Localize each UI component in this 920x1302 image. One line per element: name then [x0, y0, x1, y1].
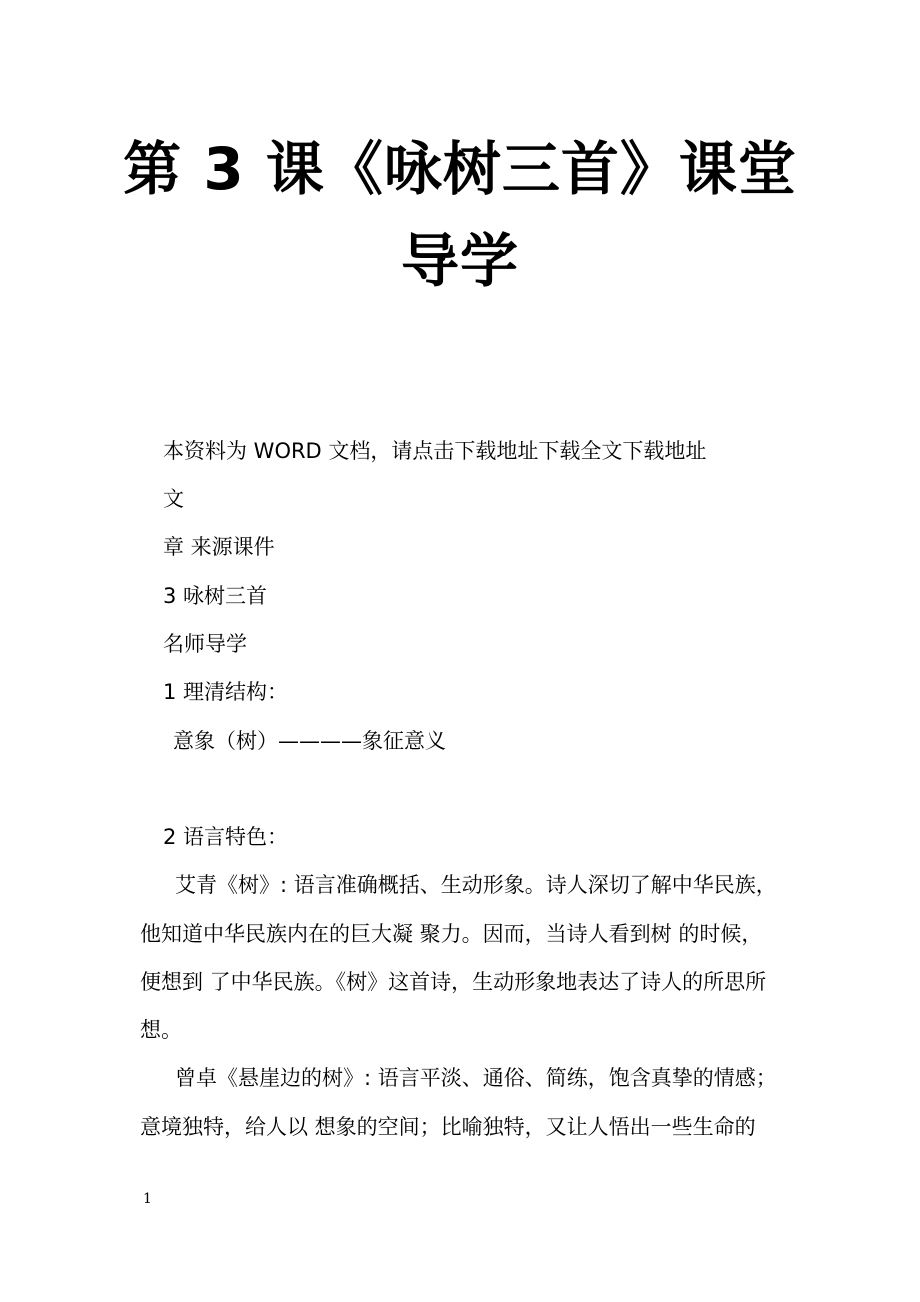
lesson-heading: 3 咏树三首	[163, 584, 268, 608]
point-2-heading: 2 语言特色：	[163, 825, 289, 849]
document-title-line-2: 导学	[400, 227, 519, 295]
aiqing-paragraph-line-1: 艾青《树》: 语言准确概括、生动形象。诗人深切了解中华民族，	[175, 873, 777, 897]
aiqing-paragraph-line-3: 便想到 了中华民族。《树》这首诗，生动形象地表达了诗人的所思所	[140, 970, 767, 994]
point-1-body: 意象（树）————象征意义	[173, 729, 446, 753]
aiqing-paragraph-line-2: 他知道中华民族内在的巨大凝 聚力。因而，当诗人看到树 的时候，	[140, 922, 763, 946]
point-1-heading: 1 理清结构：	[163, 680, 289, 704]
zengzhuo-paragraph-line-2: 意境独特，给人以 想象的空间；比喻独特，又让人悟出一些生命的	[140, 1115, 756, 1139]
page-number: 1	[143, 1191, 152, 1207]
document-title-line-1: 第 3 课《咏树三首》课堂	[123, 135, 797, 203]
zengzhuo-paragraph-line-1: 曾卓《悬崖边的树》: 语言平淡、通俗、简练，饱含真挚的情感；	[175, 1066, 777, 1090]
source-line: 章 来源课件	[163, 535, 275, 559]
guide-heading: 名师导学	[163, 632, 247, 656]
aiqing-paragraph-line-4: 想。	[140, 1018, 182, 1042]
wen-line: 文	[163, 487, 184, 511]
intro-line: 本资料为 WORD 文档，请点击下载地址下载全文下载地址	[163, 439, 707, 463]
